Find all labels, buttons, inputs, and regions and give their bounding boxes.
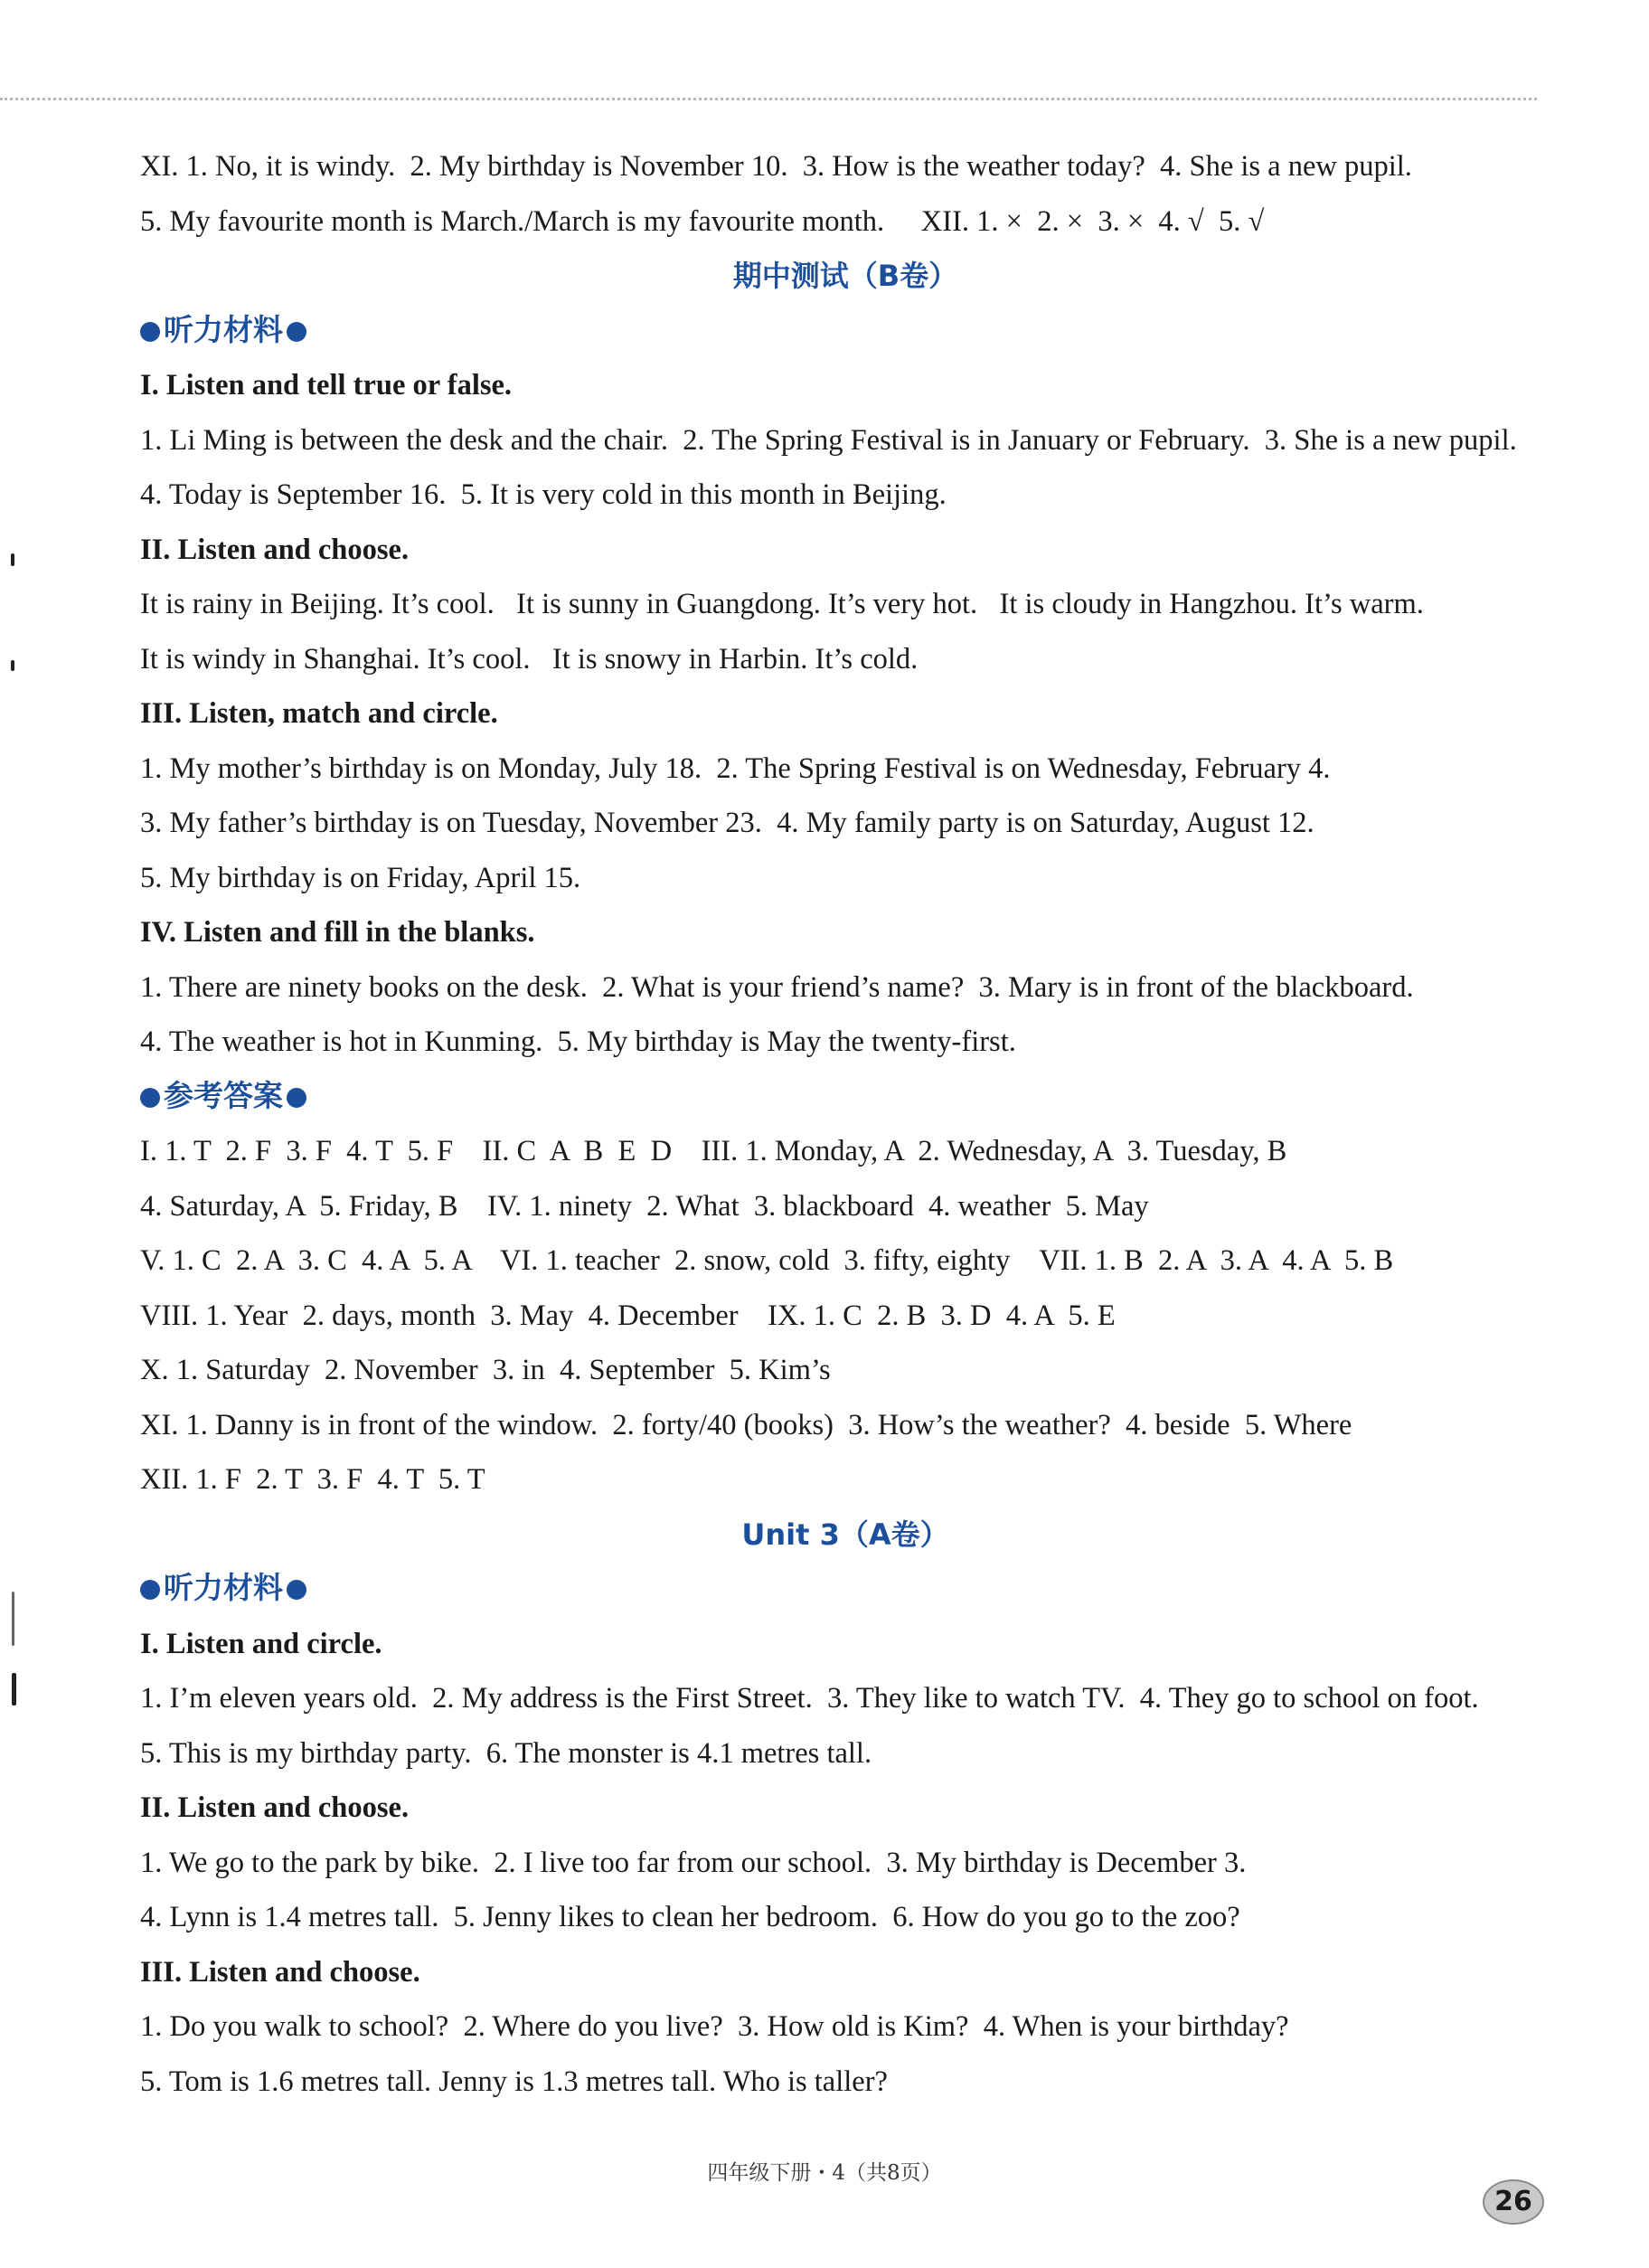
section-label [140, 1562, 1550, 1617]
text-line: It is windy in Shanghai. It’s cool. It is snowy in Harbin. It’s cold. [140, 642, 919, 676]
text-line: 3. My father’s birthday is on Tuesday, November 23. 4. My family party is on Saturday, August 12. [140, 807, 1314, 839]
text-line: VIII. 1. Year 2. days, month 3. May 4. December IX. 1. C 2. B 3. D 4. A 5. E [140, 1299, 1116, 1332]
text-line: V. 1. C 2. A 3. C 4. A 5. A VI. 1. teacher 2. snow, cold 3. fifty, eighty VII. 1. B 2. A 3. A 4. A 5. B [140, 1244, 1394, 1277]
text-line: 1. Li Ming is between the desk and the chair. 2. The Spring Festival is in January or February. 3. She is a new pupil. [140, 423, 1517, 457]
section-title: 期中测试（B卷） [732, 259, 958, 293]
section-label-text: 听力材料 [164, 1573, 283, 1605]
bullet-dot-icon [287, 1088, 306, 1108]
exercise-heading: II. Listen and choose. [140, 1791, 410, 1824]
bullet-dot-icon [140, 322, 160, 342]
text-line: XI. 1. No, it is windy. 2. My birthday is November 10. 3. How is the weather today? 4. She is a new pupil. [140, 150, 1412, 183]
text-line: 1. Do you walk to school? 2. Where do you live? 3. How old is Kim? 4. When is your birthday? [140, 2010, 1289, 2043]
text-line: 5. This is my birthday party. 6. The monster is 4.1 metres tall. [140, 1736, 872, 1770]
text-line: 1. There are ninety books on the desk. 2. What is your friend’s name? 3. Mary is in front of the blackboard. [140, 970, 1414, 1004]
exercise-heading: I. Listen and circle. [140, 1627, 382, 1660]
text-line: X. 1. Saturday 2. November 3. in 4. September 5. Kim’s [140, 1354, 831, 1386]
document-body [140, 139, 1550, 2109]
text-line: 5. My favourite month is March./March is my favourite month. XII. 1. × 2. × 3. × 4. √ 5. √ [140, 204, 1265, 238]
section-label-text: 参考答案 [164, 1080, 283, 1113]
text-line: 1. My mother’s birthday is on Monday, July 18. 2. The Spring Festival is on Wednesday, February 4. [140, 751, 1331, 785]
margin-scan-mark [11, 553, 14, 566]
bullet-dot-icon [287, 1580, 306, 1600]
top-dotted-rule [0, 98, 1537, 100]
margin-scan-mark [11, 660, 14, 671]
text-line: 4. The weather is hot in Kunming. 5. My birthday is May the twenty-first. [140, 1025, 1016, 1058]
bullet-dot-icon [140, 1580, 160, 1600]
margin-scan-mark [12, 1673, 16, 1706]
exercise-heading: III. Listen and choose. [140, 1955, 420, 1989]
exercise-heading: II. Listen and choose. [140, 533, 410, 566]
text-line: 1. I’m eleven years old. 2. My address is the First Street. 3. They like to watch TV. 4. They go to school on foot. [140, 1682, 1479, 1715]
page-number-badge: 26 [1483, 2179, 1544, 2225]
exercise-heading: I. Listen and tell true or false. [140, 369, 513, 402]
section-label [140, 304, 1550, 359]
text-line: 4. Lynn is 1.4 metres tall. 5. Jenny likes to clean her bedroom. 6. How do you go to the zoo? [140, 1901, 1240, 1933]
text-line: 5. Tom is 1.6 metres tall. Jenny is 1.3 metres tall. Who is taller? [140, 2065, 888, 2098]
section-label-text: 听力材料 [164, 314, 283, 347]
exercise-heading: IV. Listen and fill in the blanks. [140, 916, 535, 949]
text-line: XII. 1. F 2. T 3. F 4. T 5. T [140, 1463, 485, 1496]
page-footer: 四年级下册・4（共8页） [707, 2161, 942, 2185]
section-title: Unit 3（A卷） [741, 1517, 949, 1552]
text-line: It is rainy in Beijing. It’s cool. It is sunny in Guangdong. It’s very hot. It is cloudy in Hangzhou. It’s warm. [140, 588, 1424, 620]
exercise-heading: III. Listen, match and circle. [140, 697, 498, 730]
text-line: 4. Saturday, A 5. Friday, B IV. 1. ninety 2. What 3. blackboard 4. weather 5. May [140, 1189, 1149, 1223]
margin-scan-mark [12, 1592, 14, 1646]
text-line: 1. We go to the park by bike. 2. I live too far from our school. 3. My birthday is December 3. [140, 1846, 1247, 1879]
section-label [140, 1070, 1550, 1125]
bullet-dot-icon [140, 1088, 160, 1108]
text-line: 4. Today is September 16. 5. It is very cold in this month in Beijing. [140, 478, 947, 511]
text-line: I. 1. T 2. F 3. F 4. T 5. F II. C A B E D III. 1. Monday, A 2. Wednesday, A 3. Tuesday, B [140, 1135, 1287, 1167]
text-line: XI. 1. Danny is in front of the window. 2. forty/40 (books) 3. How’s the weather? 4. beside 5. Where [140, 1408, 1352, 1441]
text-line: 5. My birthday is on Friday, April 15. [140, 861, 581, 894]
bullet-dot-icon [287, 322, 306, 342]
